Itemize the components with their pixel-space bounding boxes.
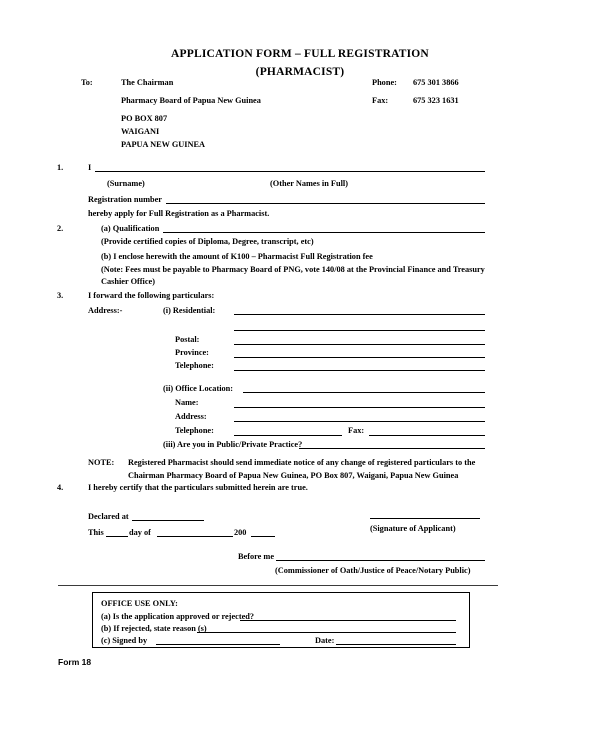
office-fax-input-line[interactable] xyxy=(369,435,485,436)
office-use-date-label: Date: xyxy=(315,636,335,645)
office-use-item-b-input-line[interactable] xyxy=(197,632,456,633)
office-use-item-a-label: (a) Is the application approved or rejected? xyxy=(101,612,255,621)
item-1-i-label: I xyxy=(88,163,92,172)
addressee-line-4: WAIGANI xyxy=(121,127,160,136)
declared-at-input-line[interactable] xyxy=(132,520,204,521)
office-use-item-b-label: (b) If rejected, state reason (s) xyxy=(101,624,207,633)
office-use-signed-by-input-line[interactable] xyxy=(156,644,280,645)
form-title xyxy=(0,48,600,78)
addressee-line-1: The Chairman xyxy=(121,78,174,87)
surname-caption: (Surname) xyxy=(107,179,145,188)
phone-value: 675 301 3866 xyxy=(413,78,459,87)
applicant-signature-line[interactable] xyxy=(370,518,480,519)
office-use-date-input-line[interactable] xyxy=(336,644,456,645)
note-line-2: Chairman Pharmacy Board of Papua New Guinea, PO Box 807, Waigani, Papua New Guinea xyxy=(128,471,459,480)
practice-input-line[interactable] xyxy=(299,448,485,449)
to-label: To: xyxy=(81,78,93,87)
this-label: This xyxy=(88,528,104,537)
day-input-line[interactable] xyxy=(106,536,128,537)
item-1-number: 1. xyxy=(57,163,64,172)
fee-note-line-1: (Note: Fees must be payable to Pharmacy Board of PNG, vote 140/08 at the Provincial Finance and Treasury xyxy=(101,265,485,274)
office-fax-label: Fax: xyxy=(348,426,365,435)
year-input-line[interactable] xyxy=(251,536,275,537)
name-input-line[interactable] xyxy=(95,171,485,172)
addressee-line-5: PAPUA NEW GUINEA xyxy=(121,140,206,149)
residential-telephone-label: Telephone: xyxy=(175,361,214,370)
other-names-caption: (Other Names in Full) xyxy=(270,179,348,188)
title-line-2: (PHARMACIST) xyxy=(255,66,345,78)
signature-caption: (Signature of Applicant) xyxy=(370,524,456,533)
province-input-line[interactable] xyxy=(234,357,485,358)
residential-input-line-1[interactable] xyxy=(234,314,485,315)
before-me-label: Before me xyxy=(238,552,275,561)
phone-label: Phone: xyxy=(372,78,397,87)
office-telephone-input-line[interactable] xyxy=(234,435,342,436)
qualification-caption: (Provide certified copies of Diploma, Degree, transcript, etc) xyxy=(101,237,314,246)
residential-telephone-input-line[interactable] xyxy=(234,370,485,371)
fee-enclosure-label: (b) I enclose herewith the amount of K100 – Pharmacist Full Registration fee xyxy=(101,252,373,261)
declared-at-label: Declared at xyxy=(88,512,129,521)
province-label: Province: xyxy=(175,348,209,357)
month-input-line[interactable] xyxy=(157,536,233,537)
office-address-input-line[interactable] xyxy=(234,421,485,422)
registration-number-input-line[interactable] xyxy=(166,203,485,204)
office-use-box xyxy=(92,592,470,648)
qualification-label: (a) Qualification xyxy=(101,224,160,233)
office-use-item-a-input-line[interactable] xyxy=(240,620,456,621)
practice-question-label: (iii) Are you in Public/Private Practice? xyxy=(163,440,303,449)
office-telephone-label: Telephone: xyxy=(175,426,214,435)
note-line-1: Registered Pharmacist should send immediate notice of any change of registered particulars to the xyxy=(128,458,476,467)
certification-statement: I hereby certify that the particulars submitted herein are true. xyxy=(88,483,308,492)
office-location-input-line[interactable] xyxy=(243,392,485,393)
section-divider xyxy=(58,585,498,586)
addressee-line-3: PO BOX 807 xyxy=(121,114,168,123)
note-label: NOTE: xyxy=(88,458,115,467)
office-name-input-line[interactable] xyxy=(234,407,485,408)
postal-label: Postal: xyxy=(175,335,200,344)
particulars-intro: I forward the following particulars: xyxy=(88,291,215,300)
qualification-input-line[interactable] xyxy=(163,232,485,233)
form-number: Form 18 xyxy=(58,657,92,667)
residential-label: (i) Residential: xyxy=(163,306,216,315)
item-4-number: 4. xyxy=(57,483,64,492)
year-prefix-label: 200 xyxy=(234,528,247,537)
residential-input-line-2[interactable] xyxy=(234,330,485,331)
office-use-heading: OFFICE USE ONLY: xyxy=(101,599,178,608)
fax-value: 675 323 1631 xyxy=(413,96,459,105)
address-label: Address:- xyxy=(88,306,123,315)
before-me-input-line[interactable] xyxy=(276,560,485,561)
postal-input-line[interactable] xyxy=(234,344,485,345)
fax-label: Fax: xyxy=(372,96,389,105)
item-3-number: 3. xyxy=(57,291,64,300)
day-of-label: day of xyxy=(129,528,151,537)
registration-number-label: Registration number xyxy=(88,195,162,204)
office-address-label: Address: xyxy=(175,412,207,421)
item-2-number: 2. xyxy=(57,224,64,233)
addressee-line-2: Pharmacy Board of Papua New Guinea xyxy=(121,96,261,105)
office-location-label: (ii) Office Location: xyxy=(163,384,234,393)
title-line-1: APPLICATION FORM – FULL REGISTRATION xyxy=(171,48,429,60)
commissioner-caption: (Commissioner of Oath/Justice of Peace/Notary Public) xyxy=(275,566,471,575)
apply-statement: hereby apply for Full Registration as a Pharmacist. xyxy=(88,209,270,218)
office-use-item-c-label: (c) Signed by xyxy=(101,636,148,645)
office-name-label: Name: xyxy=(175,398,199,407)
fee-note-line-2: Cashier Office) xyxy=(101,277,155,286)
